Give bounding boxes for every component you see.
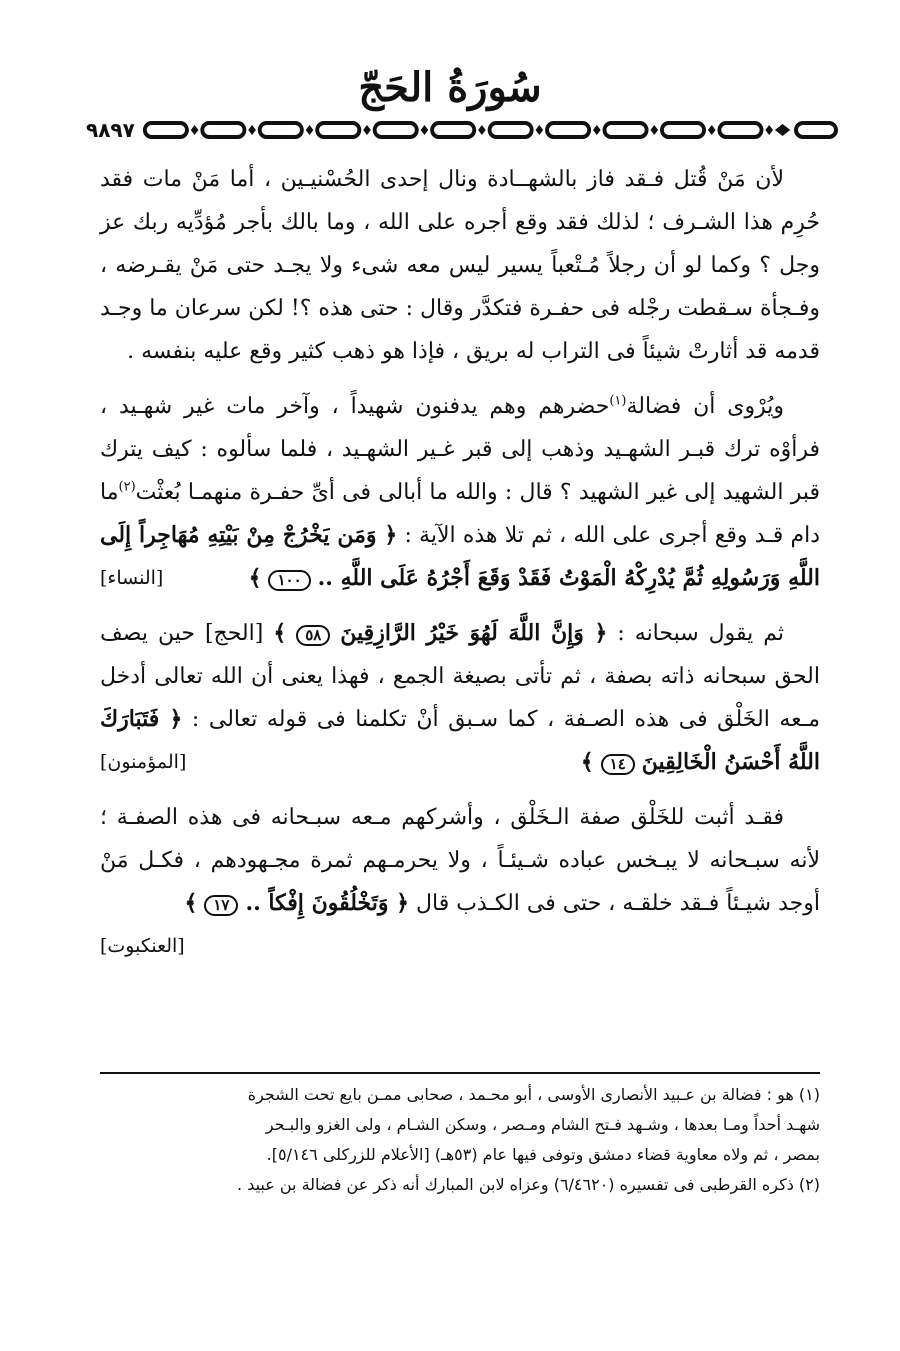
- ornamental-chain-decoration: [141, 118, 792, 142]
- surah-reference-muminun: [المؤمنون]: [100, 751, 187, 773]
- footnote-marker-2: (٢): [118, 479, 136, 495]
- footnotes: [100, 1080, 820, 1200]
- quran-verse-muminun: ﴿ فَتَبَارَكَ اللَّهُ أَحْسَنُ الْخَالِقِينَ: [100, 706, 820, 775]
- paragraph-3-text-a: ثم يقول سبحانه :: [617, 621, 784, 646]
- footnote-divider: [100, 1072, 820, 1074]
- paragraph-2: [100, 385, 820, 600]
- paragraph-2-text-a: ويُرْوى أن فضالة: [626, 394, 784, 419]
- paragraph-3: [100, 612, 820, 784]
- quran-bracket-close: ﴾: [580, 749, 594, 775]
- surah-title: سُورَةُ الحَجّ: [358, 64, 542, 111]
- paragraph-1: [100, 158, 820, 373]
- paragraph-4: [100, 796, 820, 957]
- quran-bracket-close: ﴾: [184, 890, 198, 916]
- verse-number-17: ١٧: [204, 895, 238, 916]
- quran-verse-nisa: ﴿ وَمَن يَخْرُجْ مِنْ بَيْتِهِ مُهَاجِراً إِلَى اللَّهِ وَرَسُولِهِ ثُمَّ يُدْرِكْهُ الْمَوْتُ فَقَدْ وَقَعَ أَجْرُهُ عَلَى اللَّهِ ..: [100, 522, 820, 591]
- paragraph-2-text-b: حضرهم وهم يدفنون شهيداً ، وآخر مات غير شهـيد ، فرأوْه ترك قبـر الشهـيد وذهب إلى قبر غـير الشهـيد ، فلما سألوه : كيف يترك قبر الشهيد إلى غير الشهيد ؟ قال : والله ما أبالى فى أىِّ حفـرة منهمـا بُعثْت: [100, 394, 820, 505]
- ornament-end-cap: [792, 118, 840, 142]
- surah-reference-hajj: [الحج]: [204, 621, 264, 646]
- header-ornament-band: [80, 118, 840, 142]
- quran-bracket-close: ﴾: [273, 620, 287, 646]
- footnote-2: (٢) ذكره القرطبى فى تفسيره (٦/٤٦٢٠) وعزاه لابن المبارك أنه ذكر عن فضالة بن عبيد .: [237, 1175, 820, 1194]
- verse-number-100: ١٠٠: [268, 570, 310, 591]
- verse-number-58: ٥٨: [296, 625, 330, 646]
- quran-verse-ankabut: ﴿ وَتَخْلُقُونَ إِفْكاً ..: [245, 890, 410, 916]
- footnote-1-line-2: شهـد أحداً ومـا بعدها ، وشـهد فـتح الشام ومـصر ، وسكن الشـام ، ولى الغزو والبـحر: [265, 1115, 820, 1134]
- paragraph-4-text: فقـد أثبت للخَلْق صفة الـخَلْق ، وأشركهم مـعه سبـحانه فى هذه الصفـة ؛ لأنه سبـحانه لا يبـخس عباده شـيئـاً ، ولا يحرمـهم ثمرة مجـهودهم ، فكـل مَنْ أوجد شيـئاً فـقد خلقـه ، حتى فى الكـذب قال: [100, 805, 820, 916]
- surah-reference-ankabut: [العنكبوت]: [100, 935, 185, 957]
- quran-bracket-close: ﴾: [248, 565, 262, 591]
- page-number: ٩٨٩٧: [86, 118, 135, 142]
- footnote-1-line-3: بمصر ، ثم ولاه معاوية قضاء دمشق وتوفى فيها عام (٥٣هـ) [الأعلام للزركلى ٥/١٤٦].: [266, 1145, 820, 1164]
- paragraph-1-text: لأن مَنْ قُتل فـقد فاز بالشهــادة ونال إحدى الحُسْنيـين ، أما مَنْ مات فقد حُرِم هذا الشـرف ؛ لذلك فقد وقع أجره على الله ، وما بالك بأجر مُؤدِّيه ربك عز وجل ؟ وكما لو أن رجلاً مُـتْعباً يسير ليس معه شىء ولا يجـد حتى مَنْ يقـرضه ، وفـجأة سـقطت رجْله فى حفـرة فتكدَّر وقال : حتى هذه ؟! لكن سرعان ما وجـد قدمه قد أثارتْ شيئاً فى التراب له بريق ، فإذا هو ذهب كثير وقع عليه بنفسه .: [100, 167, 820, 364]
- surah-reference-nisa: [النساء]: [100, 567, 164, 589]
- footnote-1-line-1: (١) هو : فضالة بن عـبيد الأنصارى الأوسى ، أبو محـمد ، صحابى ممـن بايع تحت الشجرة: [247, 1085, 820, 1104]
- footnote-marker-1: (١): [609, 393, 627, 409]
- main-text: [100, 158, 820, 968]
- verse-number-14: ١٤: [601, 754, 635, 775]
- paragraph-3-text-b: حين يصف الحق سبحانه ذاته بصفة ، ثم تأتى بصيغة الجمع ، فهذا يعنى أن الله تعالى أدخل مـعه الخَلْق فى هذه الصـفة ، كما سـبق أنْ تكلمنا فى قوله تعالى :: [100, 621, 820, 732]
- quran-verse-hajj: ﴿ وَإِنَّ اللَّهَ لَهُوَ خَيْرُ الرَّازِقِينَ: [340, 620, 608, 646]
- paragraph-2-text-c: ما دام قـد وقع أجرى على الله ، ثم تلا هذه الآية :: [100, 480, 820, 548]
